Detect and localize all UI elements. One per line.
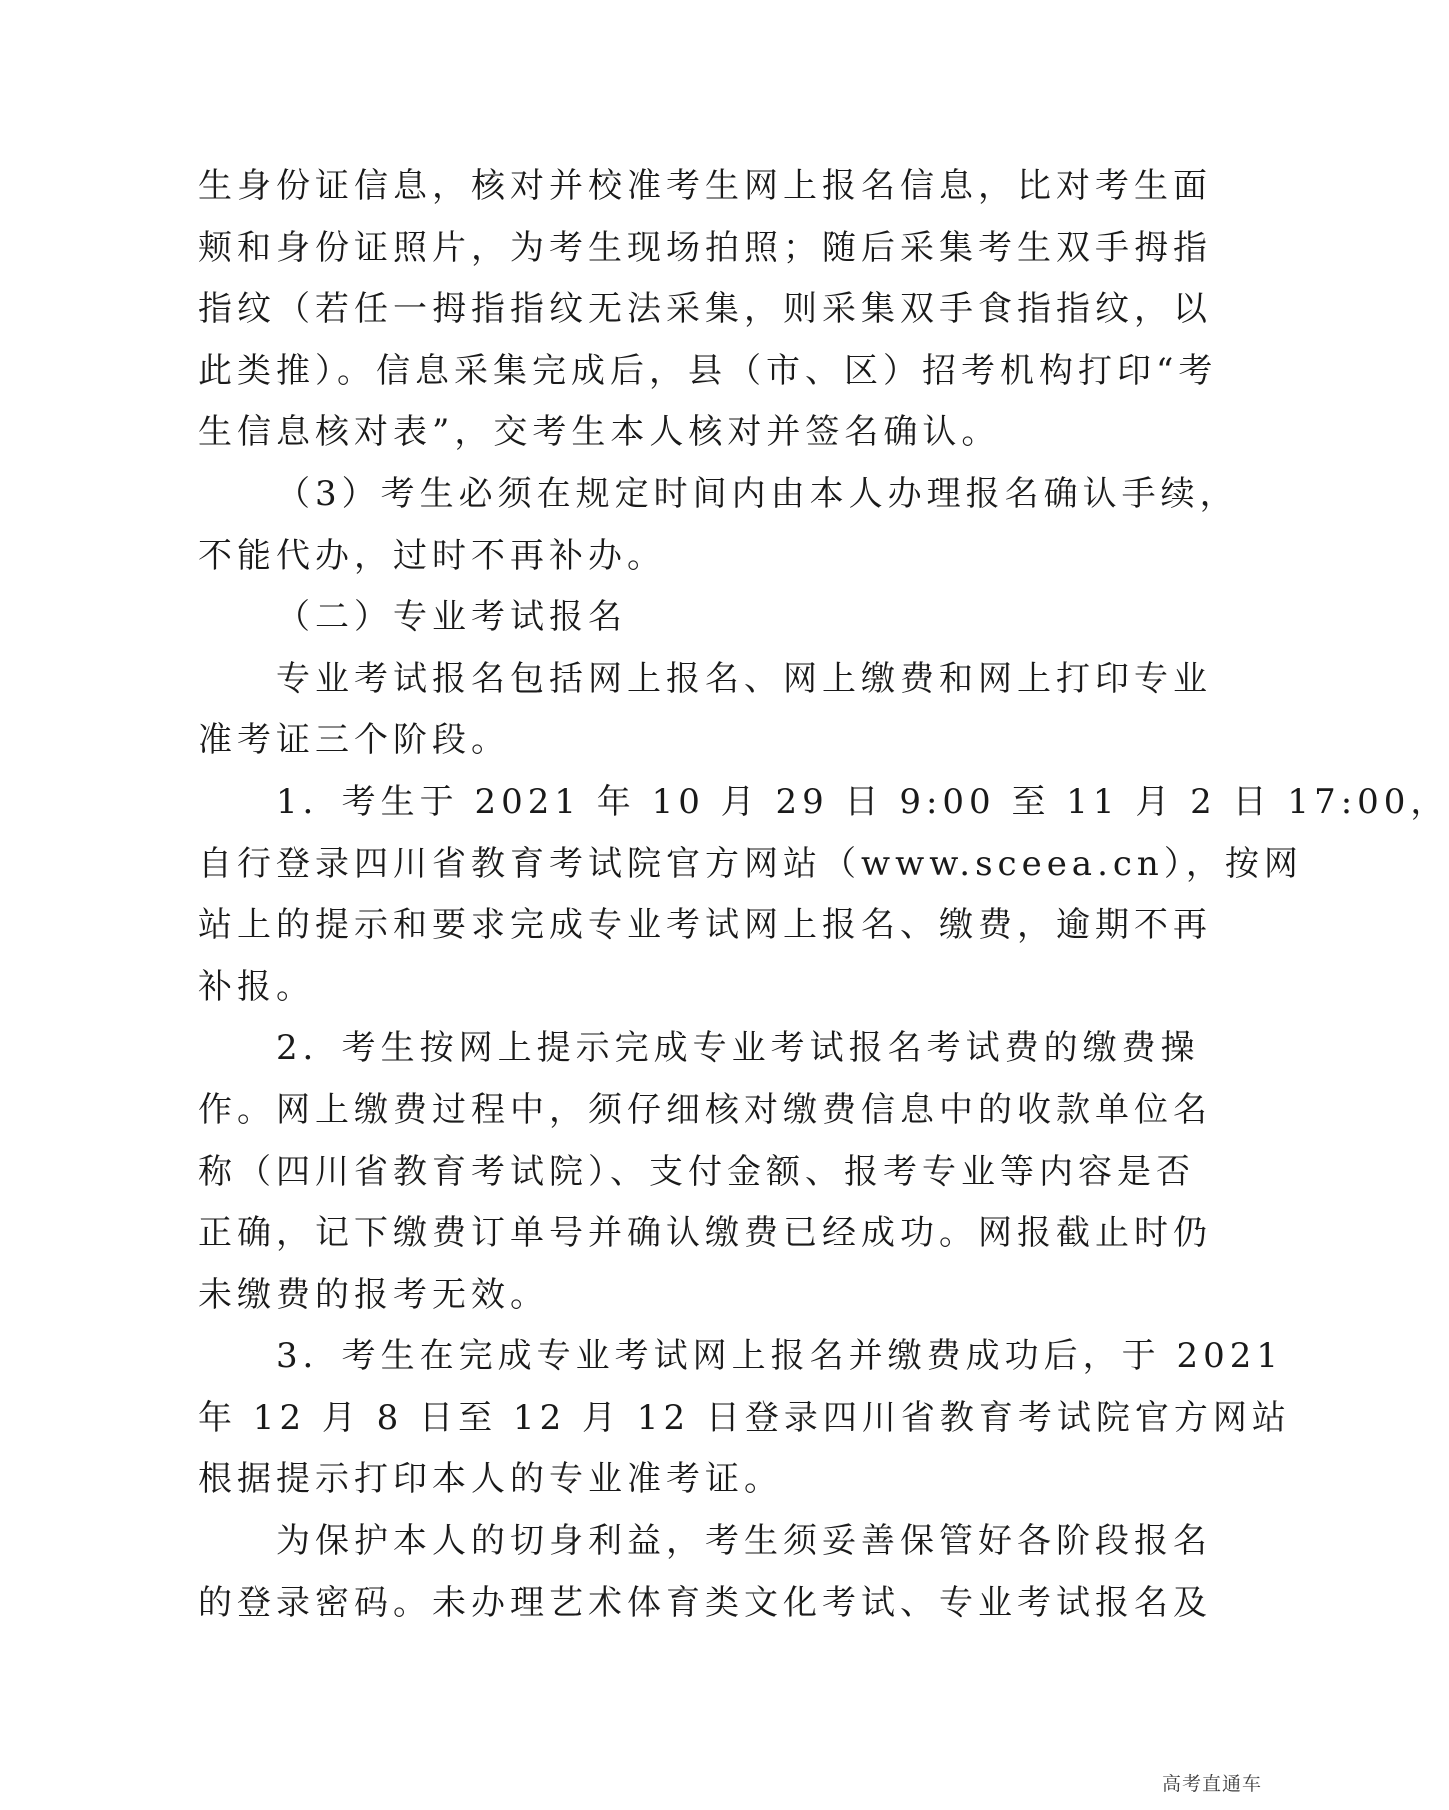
text-line: 未缴费的报考无效。 bbox=[198, 1274, 549, 1315]
text-line: 称（四川省教育考试院）、支付金额、报考专业等内容是否 bbox=[198, 1151, 1195, 1192]
text-line: 生信息核对表”，交考生本人核对并签名确认。 bbox=[198, 412, 1001, 453]
text-line: 3．考生在完成专业考试网上报名并缴费成功后，于 2021 bbox=[276, 1336, 1283, 1377]
paragraph-p3 bbox=[198, 587, 1090, 649]
paragraph-p5 bbox=[198, 772, 1449, 1018]
text-line: 不能代办，过时不再补办。 bbox=[198, 535, 666, 576]
text-line: 2．考生按网上提示完成专业考试报名考试费的缴费操 bbox=[276, 1028, 1200, 1069]
text-line: 根据提示打印本人的专业准考证。 bbox=[198, 1459, 783, 1500]
text-line: 作。网上缴费过程中，须仔细核对缴费信息中的收款单位名 bbox=[198, 1089, 1212, 1130]
text-line: 生身份证信息，核对并校准考生网上报名信息，比对考生面 bbox=[198, 166, 1212, 206]
watermark-text: 高考直通车 bbox=[1158, 1767, 1266, 1798]
text-line: 站上的提示和要求完成专业考试网上报名、缴费，逾期不再 bbox=[198, 905, 1212, 946]
text-line: 专业考试报名包括网上报名、网上缴费和网上打印专业 bbox=[276, 658, 1212, 699]
text-line: 准考证三个阶段。 bbox=[198, 720, 510, 761]
paragraph-p2 bbox=[198, 464, 1239, 587]
text-line: 的登录密码。未办理艺术体育类文化考试、专业考试报名及 bbox=[198, 1582, 1212, 1623]
text-line: （3）考生必须在规定时间内由本人办理报名确认手续， bbox=[276, 473, 1239, 514]
paragraph-p8 bbox=[198, 1511, 1212, 1634]
text-line: 年 12 月 8 日至 12 月 12 日登录四川省教育考试院官方网站 bbox=[198, 1397, 1291, 1438]
text-line: （二）专业考试报名 bbox=[276, 597, 627, 638]
paragraph-p6 bbox=[198, 1018, 1212, 1326]
text-line: 颊和身份证照片，为考生现场拍照；随后采集考生双手拇指 bbox=[198, 227, 1212, 268]
text-line: 自行登录四川省教育考试院官方网站（www.sceea.cn），按网 bbox=[198, 843, 1303, 884]
text-line: 补报。 bbox=[198, 966, 315, 1007]
text-line: 正确，记下缴费订单号并确认缴费已经成功。网报截止时仍 bbox=[198, 1213, 1212, 1254]
text-line: 为保护本人的切身利益，考生须妥善保管好各阶段报名 bbox=[276, 1521, 1212, 1562]
paragraph-p1 bbox=[198, 156, 1218, 464]
text-line: 此类推）。信息采集完成后，县（市、区）招考机构打印“考 bbox=[198, 350, 1218, 391]
paragraph-p7 bbox=[198, 1326, 1291, 1511]
paragraph-p4 bbox=[198, 649, 1212, 772]
text-line: 指纹（若任一拇指指纹无法采集，则采集双手食指指纹，以 bbox=[198, 289, 1212, 330]
text-line: 1．考生于 2021 年 10 月 29 日 9:00 至 11 月 2 日 17:00， bbox=[276, 781, 1449, 822]
document-body bbox=[198, 156, 1449, 1634]
